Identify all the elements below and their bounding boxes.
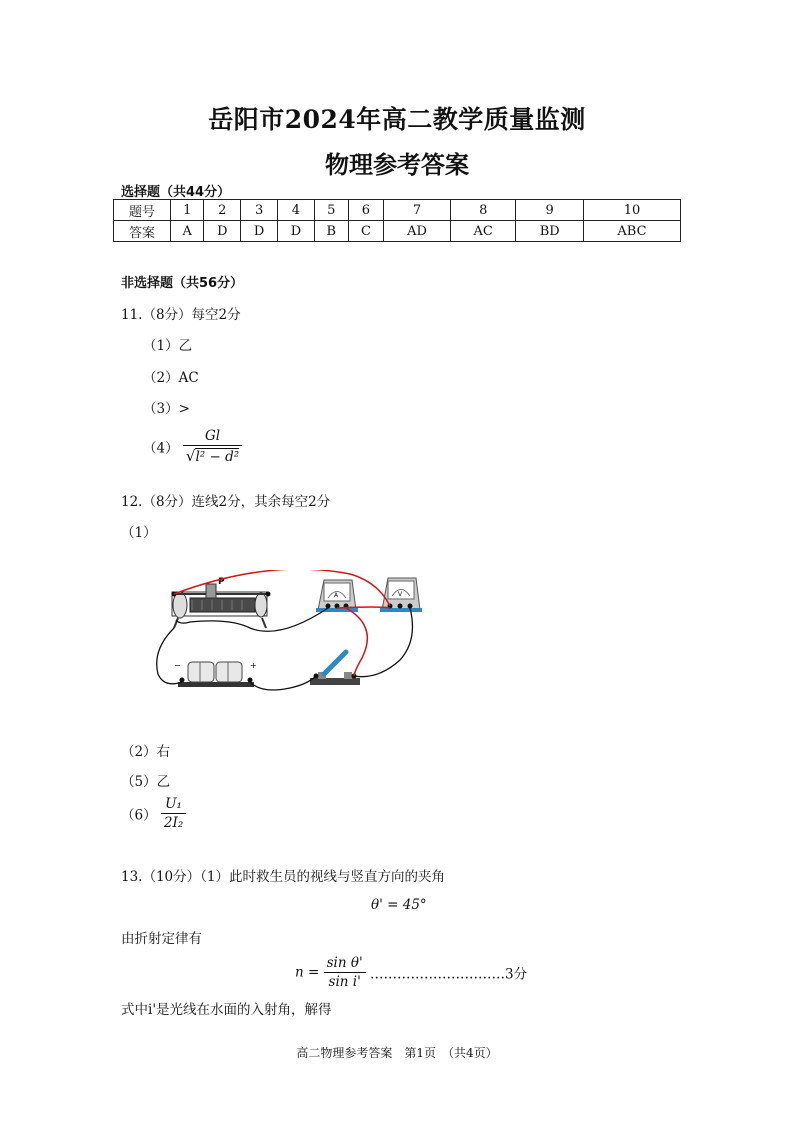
q13-fraction-denominator: sin i' bbox=[328, 974, 361, 990]
q13-fraction bbox=[324, 955, 366, 990]
page-footer: 高二物理参考答案 第1页 （共4页） bbox=[296, 1046, 498, 1060]
battery bbox=[174, 661, 257, 687]
svg-text:+: + bbox=[250, 661, 257, 670]
sqrt-icon: √ bbox=[185, 447, 196, 465]
answer-cell: C bbox=[348, 221, 383, 242]
circuit-diagram bbox=[150, 570, 435, 695]
q11-fraction-denominator bbox=[183, 446, 242, 465]
question-number-cell: 7 bbox=[384, 200, 451, 221]
q11-fraction-numerator: Gl bbox=[183, 428, 242, 446]
answer-table-number-row bbox=[114, 200, 681, 221]
q13-fraction-numerator: sin θ' bbox=[324, 955, 366, 973]
ammeter-label: A bbox=[334, 592, 339, 599]
q12-fraction-numerator: U₁ bbox=[161, 796, 186, 814]
nonmc-heading: 非选择题（共56分） bbox=[121, 276, 244, 291]
answer-cell: BD bbox=[516, 221, 584, 242]
q12-answer-6-label: （6） bbox=[121, 807, 157, 824]
q12-fraction bbox=[161, 796, 186, 831]
answer-cell: D bbox=[241, 221, 278, 242]
q11-answer-2: （2）AC bbox=[143, 370, 199, 386]
answer-cell: D bbox=[204, 221, 241, 242]
answer-table bbox=[113, 199, 681, 242]
q12-answer-5: （5）乙 bbox=[121, 774, 171, 790]
q11-answer-4-label: （4） bbox=[143, 440, 179, 457]
question-number-cell: 9 bbox=[516, 200, 584, 221]
q11-answer-3: （3）> bbox=[143, 401, 190, 417]
answer-table-answer-row bbox=[114, 221, 681, 242]
q12-answer-1: （1） bbox=[121, 525, 157, 541]
answer-cell: B bbox=[314, 221, 348, 242]
q12-answer-6 bbox=[121, 796, 186, 831]
answer-cell: ABC bbox=[583, 221, 680, 242]
answer-cell: AD bbox=[384, 221, 451, 242]
q11-fraction bbox=[183, 428, 242, 465]
question-number-cell: 10 bbox=[583, 200, 680, 221]
q12-answer-2: （2）右 bbox=[121, 744, 171, 760]
q13-equation-lhs: n = bbox=[295, 964, 320, 981]
q13-score: …………………………3分 bbox=[369, 966, 528, 983]
svg-text:−: − bbox=[174, 661, 181, 670]
q13-law: 由折射定律有 bbox=[121, 931, 202, 947]
question-number-cell: 8 bbox=[450, 200, 515, 221]
page-title: 岳阳市2024年高二教学质量监测 bbox=[208, 105, 586, 134]
q12-fraction-denominator: 2I₂ bbox=[163, 815, 184, 831]
q13-note: 式中i'是光线在水面的入射角，解得 bbox=[121, 1002, 332, 1018]
row-label-number: 题号 bbox=[114, 200, 171, 221]
q11-header: 11.（8分）每空2分 bbox=[121, 307, 241, 323]
q12-header: 12.（8分）连线2分，其余每空2分 bbox=[121, 494, 331, 510]
answer-cell: D bbox=[278, 221, 315, 242]
question-number-cell: 1 bbox=[171, 200, 204, 221]
question-number-cell: 2 bbox=[204, 200, 241, 221]
voltmeter-label: V bbox=[398, 591, 403, 598]
q13-equation-angle: θ' = 45° bbox=[371, 897, 427, 913]
question-number-cell: 6 bbox=[348, 200, 383, 221]
answer-cell: A bbox=[171, 221, 204, 242]
switch bbox=[310, 652, 360, 685]
q13-header: 13.（10分）（1）此时救生员的视线与竖直方向的夹角 bbox=[121, 869, 445, 885]
mc-heading: 选择题（共44分） bbox=[121, 185, 231, 200]
rheostat-slider-label: P bbox=[218, 577, 225, 587]
question-number-cell: 4 bbox=[278, 200, 315, 221]
page-subtitle: 物理参考答案 bbox=[325, 150, 469, 179]
q11-answer-4 bbox=[143, 428, 242, 465]
question-number-cell: 5 bbox=[314, 200, 348, 221]
row-label-answer: 答案 bbox=[114, 221, 171, 242]
answer-cell: AC bbox=[450, 221, 515, 242]
q13-equation-refraction bbox=[295, 955, 527, 990]
q11-answer-1: （1）乙 bbox=[143, 338, 193, 354]
q11-radicand: l² − d² bbox=[195, 449, 240, 465]
question-number-cell: 3 bbox=[241, 200, 278, 221]
